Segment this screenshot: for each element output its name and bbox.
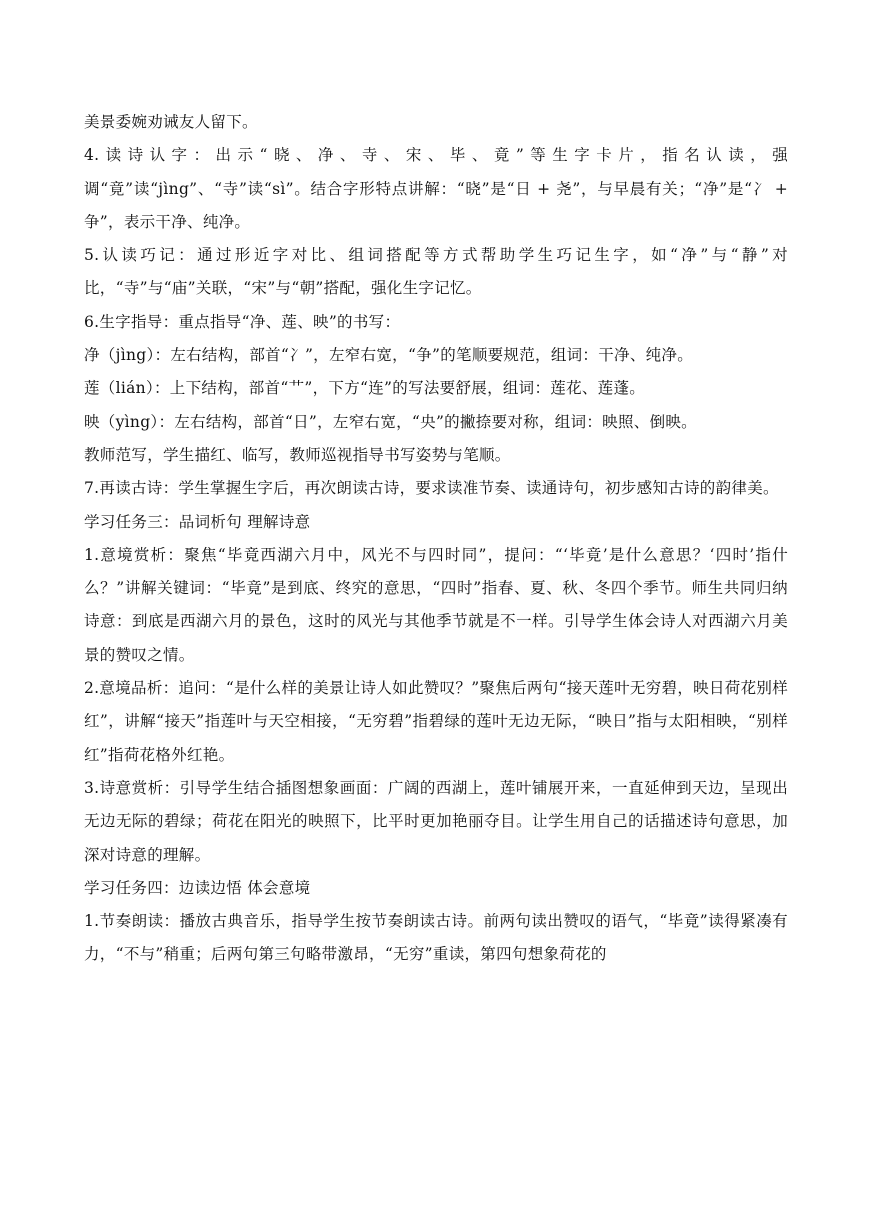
- paragraph-char-ying: 映（yìng）：左右结构，部首“日”，左窄右宽，“央”的撇捺要对称，组词：映照、倒映。: [84, 412, 697, 431]
- paragraph-intro-tail: 美景委婉劝诫友人留下。: [84, 113, 258, 131]
- paragraph-step-4-read-poem: 4.读诗认字：出示“晓、净、寺、宋、毕、竟”等生字卡片，指名认读，强调“竟”读“jìng”、“寺”读“sì”。结合字形特点讲解：“晓”是“日 + 尧”，与早晨有关；“净”是“冫 + 争”，表示干净、纯净。: [84, 146, 788, 231]
- document-body: [84, 106, 788, 972]
- section-heading-task-3: 学习任务三：品词析句 理解诗意: [84, 512, 311, 531]
- paragraph-step-5-memorize: 5.认读巧记：通过形近字对比、组词搭配等方式帮助学生巧记生字，如“净”与“静”对比，“寺”与“庙”关联，“宋”与“朝”搭配，强化生字记忆。: [84, 246, 788, 298]
- paragraph-task4-item-1: 1.节奏朗读：播放古典音乐，指导学生按节奏朗读古诗。前两句读出赞叹的语气，“毕竟”读得紧凑有力，“不与”稍重；后两句第三句略带激昂，“无穷”重读，第四句想象荷花的: [84, 912, 788, 964]
- paragraph-teacher-demo: 教师范写，学生描红、临写，教师巡视指导书写姿势与笔顺。: [84, 445, 511, 464]
- paragraph-task3-item-2: 2.意境品析：追问：“是什么样的美景让诗人如此赞叹？”聚焦后两句“接天莲叶无穷碧，映日荷花别样红”，讲解“接天”指莲叶与天空相接，“无穷碧”指碧绿的莲叶无边无际，“映日”指与太阳相映，“别样红”指荷花格外红艳。: [84, 679, 788, 764]
- section-heading-task-4: 学习任务四：边读边悟 体会意境: [84, 878, 311, 897]
- paragraph-char-lian: 莲（lián）：上下结构，部首“艹”，下方“连”的写法要舒展，组词：莲花、莲蓬。: [84, 379, 646, 398]
- paragraph-task3-item-3: 3.诗意赏析：引导学生结合插图想象画面：广阔的西湖上，莲叶铺展开来，一直延伸到天边，呈现出无边无际的碧绿；荷花在阳光的映照下，比平时更加艳丽夺目。让学生用自己的话描述诗句意思，加深对诗意的理解。: [84, 778, 788, 864]
- paragraph-step-6-writing: 6.生字指导：重点指导“净、莲、映”的书写：: [84, 312, 401, 331]
- paragraph-task3-item-1: 1.意境赏析：聚焦“毕竟西湖六月中，风光不与四时同”，提问：“‘毕竟’是什么意思？‘四时’指什么？”讲解关键词：“毕竟”是到底、终究的意思，“四时”指春、夏、秋、冬四个季节。师生共同归纳诗意：到底是西湖六月的景色，这时的风光与其他季节就是不一样。引导学生体会诗人对西湖六月美景的赞叹之情。: [84, 545, 788, 664]
- paragraph-char-jing: 净（jìng）：左右结构，部首“冫”，左窄右宽，“争”的笔顺要规范，组词：干净、纯净。: [84, 346, 694, 365]
- paragraph-step-7-reread: 7.再读古诗：学生掌握生字后，再次朗读古诗，要求读准节奏、读通诗句，初步感知古诗的韵律美。: [84, 479, 779, 498]
